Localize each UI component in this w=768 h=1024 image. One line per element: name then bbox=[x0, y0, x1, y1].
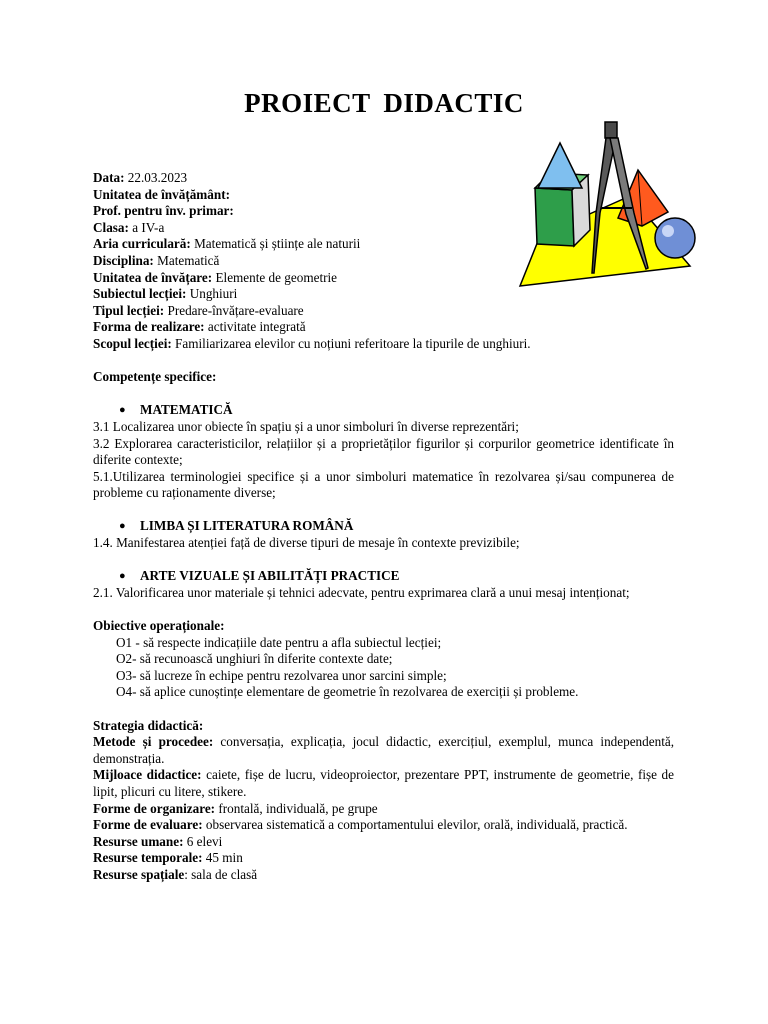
field-value: activitate integrată bbox=[204, 319, 306, 335]
document-body bbox=[93, 170, 674, 884]
strategy-heading: Strategia didactică: bbox=[93, 717, 204, 733]
strategy-label: Resurse spațiale bbox=[93, 866, 185, 882]
strategy-label: Metode și procedee: bbox=[93, 734, 214, 750]
field-value: Predare-învățare-evaluare bbox=[164, 302, 304, 318]
field-value: Unghiuri bbox=[186, 286, 238, 302]
field-line bbox=[93, 203, 674, 220]
field-label: Clasa: bbox=[93, 219, 129, 235]
field-line bbox=[93, 236, 674, 253]
strategy-line bbox=[93, 817, 674, 834]
field-label: Prof. pentru înv. primar: bbox=[93, 203, 234, 219]
strategy-label: Resurse umane: bbox=[93, 833, 184, 849]
strategy-line bbox=[93, 867, 674, 884]
competence-item: 3.1 Localizarea unor obiecte în spațiu și a unor simboluri în diverse reprezentări; bbox=[93, 418, 519, 434]
field-line bbox=[93, 253, 674, 270]
strategy-line bbox=[93, 767, 674, 800]
strategy-value: frontală, individuală, pe grupe bbox=[215, 800, 378, 816]
section-heading bbox=[93, 518, 674, 535]
competente-heading: Competențe specifice: bbox=[93, 369, 217, 385]
field-line bbox=[93, 319, 674, 336]
field-label: Forma de realizare: bbox=[93, 319, 205, 335]
strategy-label: Resurse temporale: bbox=[93, 850, 203, 866]
field-value: Familiarizarea elevilor cu noțiuni referitoare la tipurile de unghiuri. bbox=[171, 335, 531, 351]
strategy-value: 6 elevi bbox=[183, 833, 223, 849]
objective-item: O1 - să respecte indicațiile date pentru a afla subiectul lecției; bbox=[116, 634, 442, 650]
objective-item: O2- să recunoască unghiuri în diferite contexte date; bbox=[116, 651, 393, 667]
strategy-label: Forme de evaluare: bbox=[93, 817, 203, 833]
objective-item: O3- să lucreze în echipe pentru rezolvarea unor sarcini simple; bbox=[116, 667, 447, 683]
competence-item: 1.4. Manifestarea atenției față de diverse tipuri de mesaje în contexte previzibile; bbox=[93, 535, 520, 551]
strategy-line bbox=[93, 850, 674, 867]
field-label: Subiectul lecției: bbox=[93, 286, 187, 302]
field-value: Matematică și științe ale naturii bbox=[190, 236, 361, 252]
section-title: MATEMATICĂ bbox=[140, 402, 233, 418]
field-line bbox=[93, 286, 674, 303]
page-title: PROIECT DIDACTIC bbox=[244, 88, 524, 118]
field-value: Matematică bbox=[153, 252, 220, 268]
field-line bbox=[93, 220, 674, 237]
field-label: Scopul lecției: bbox=[93, 335, 172, 351]
field-label: Aria curriculară: bbox=[93, 236, 191, 252]
strategy-value: 45 min bbox=[202, 850, 243, 866]
competence-item: 5.1.Utilizarea terminologiei specifice și a unor simboluri matematice în rezolvarea și/sau compunerea de probleme cu raționamente diverse; bbox=[93, 468, 674, 501]
strategy-value: caiete, fișe de lucru, videoproiector, prezentare PPT, instrumente de geometrie, fișe de lipit, plicuri cu litere, stikere. bbox=[93, 767, 674, 799]
field-label: Data: bbox=[93, 170, 125, 185]
field-line bbox=[93, 170, 674, 187]
strategy-label: Mijloace didactice: bbox=[93, 767, 202, 783]
field-line bbox=[93, 336, 674, 353]
bullet-icon: ● bbox=[119, 404, 126, 417]
objectives-heading: Obiective operaționale: bbox=[93, 618, 225, 634]
field-line bbox=[93, 303, 674, 320]
field-label: Unitatea de învățare: bbox=[93, 269, 213, 285]
field-line bbox=[93, 270, 674, 287]
field-label: Tipul lecției: bbox=[93, 302, 165, 318]
field-line bbox=[93, 187, 674, 204]
section-title: ARTE VIZUALE ȘI ABILITĂȚI PRACTICE bbox=[140, 568, 400, 584]
strategy-value: observarea sistematică a comportamentului elevilor, orală, individuală, practică. bbox=[202, 817, 628, 833]
section-heading bbox=[93, 568, 674, 585]
bullet-icon: ● bbox=[119, 520, 126, 533]
strategy-value: : sala de clasă bbox=[184, 866, 258, 882]
objective-item: O4- să aplice cunoștințe elementare de geometrie în rezolvarea de exerciții și probleme. bbox=[116, 684, 579, 700]
competence-item: 3.2 Explorarea caracteristicilor, relațiilor și a proprietăților figurilor și corpurilor geometrice identificate în diferite contexte; bbox=[93, 435, 674, 468]
strategy-line bbox=[93, 834, 674, 851]
strategy-value: conversația, explicația, jocul didactic, exercițiul, exemplul, munca independentă, demonstrația. bbox=[93, 734, 675, 766]
field-value: a IV-a bbox=[128, 219, 165, 235]
field-value: Elemente de geometrie bbox=[212, 269, 338, 285]
field-label: Unitatea de învățământ: bbox=[93, 186, 230, 202]
strategy-line bbox=[93, 734, 674, 767]
strategy-line bbox=[93, 801, 674, 818]
bullet-icon: ● bbox=[119, 570, 126, 583]
strategy-label: Forme de organizare: bbox=[93, 800, 216, 816]
section-title: LIMBA ȘI LITERATURA ROMÂNĂ bbox=[140, 518, 354, 534]
field-label: Disciplina: bbox=[93, 252, 154, 268]
field-value: 22.03.2023 bbox=[124, 170, 188, 185]
section-heading bbox=[93, 402, 674, 419]
competence-item: 2.1. Valorificarea unor materiale și tehnici adecvate, pentru exprimarea clară a unui mesaj intenționat; bbox=[93, 584, 630, 600]
